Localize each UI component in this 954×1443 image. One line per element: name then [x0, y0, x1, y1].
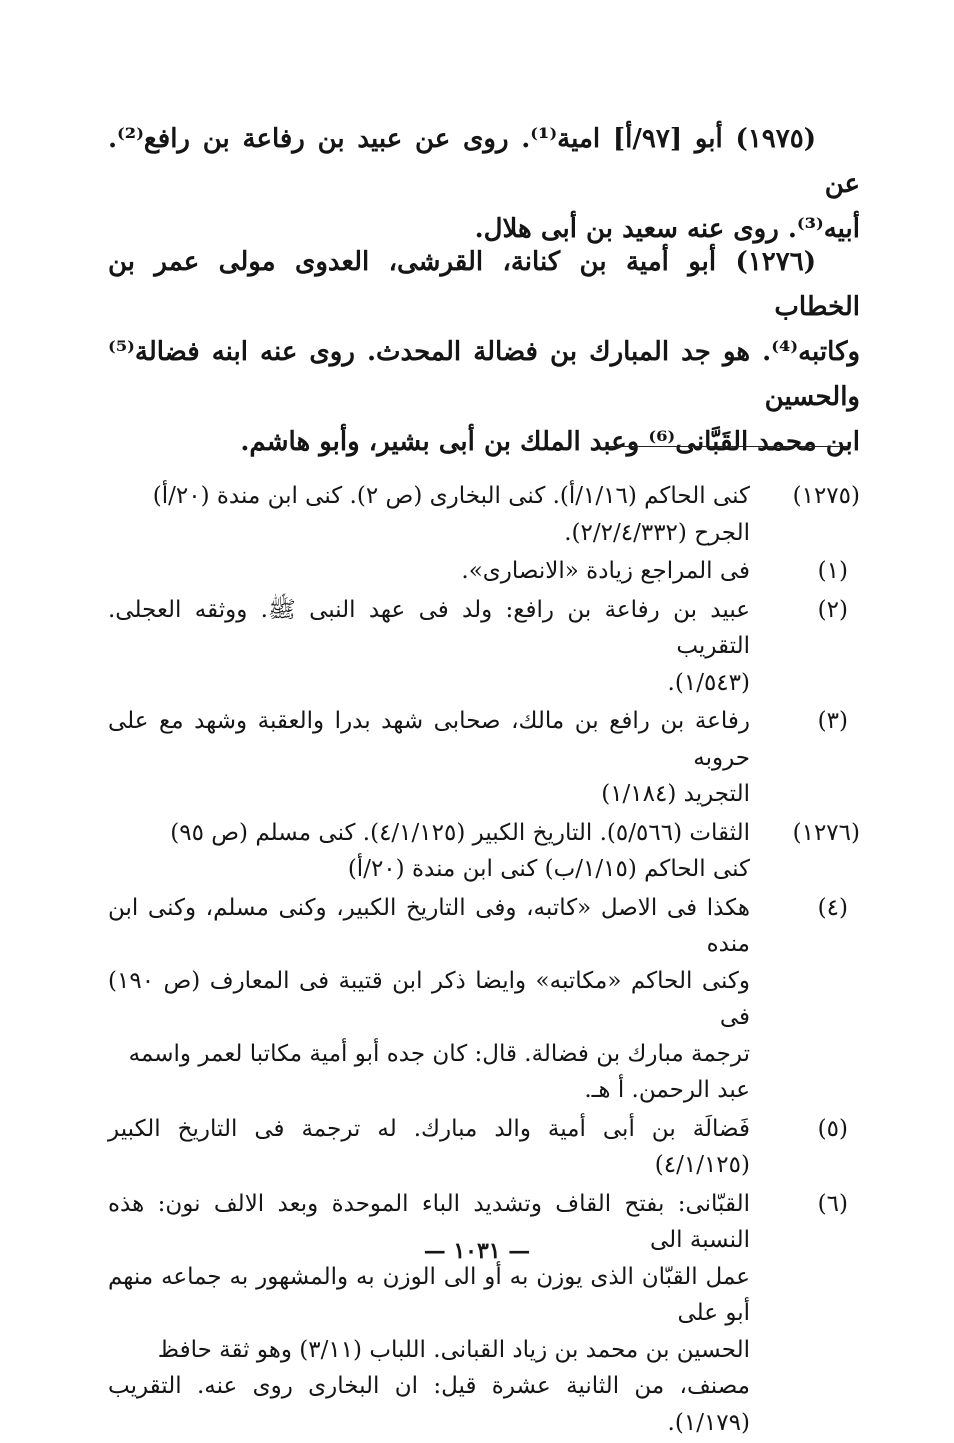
- footnote-text: [108, 553, 750, 590]
- footnote-line: الجرح (٢/٢/٤/٣٣٢).: [564, 519, 750, 546]
- footnote-number: (٦): [817, 1190, 848, 1217]
- footnote-1276: [108, 815, 860, 888]
- footnote-line: فى المراجع زيادة «الانصارى».: [461, 558, 750, 584]
- biography-entry-1275: [108, 117, 860, 252]
- footnote-6: [108, 1186, 860, 1442]
- footnote-line: كنى الحاكم (١/١٦/أ). كنى البخارى (ص ٢). كنى ابن مندة (٢٠/أ): [152, 483, 750, 509]
- footnote-number: (٥): [817, 1115, 848, 1142]
- footnote-number: (١): [817, 558, 848, 584]
- entry-line: (١٩٧٥) أبو [٩٧/أ] امية⁽¹⁾. روى عن عبيد بن رفاعة بن رافع⁽²⁾. عن: [108, 124, 860, 199]
- footnote-line: وكنى الحاكم «مكاتبه» وايضا ذكر ابن قتيبة فى المعارف (ص ١٩٠) فى: [108, 967, 750, 1030]
- biography-entry-1276: [108, 240, 860, 465]
- footnote-line: عمل القبّان الذى يوزن به أو الى الوزن به والمشهور به جماعه منهم أبو على: [108, 1263, 750, 1326]
- footnote-number: (١٢٧٥): [792, 483, 860, 509]
- entry-line: أبيه⁽³⁾. روى عنه سعيد بن أبى هلال.: [474, 214, 860, 244]
- footnote-number: (٣): [817, 708, 848, 734]
- footnote-text: [108, 703, 750, 813]
- footnote-1275: [108, 478, 860, 551]
- footnote-text: [108, 1186, 750, 1442]
- footnote-3: [108, 703, 860, 813]
- footnote-text: [108, 890, 750, 1109]
- footnote-separator: [606, 446, 848, 447]
- footnote-number: (١٢٧٦): [792, 819, 860, 846]
- footnote-text: [108, 478, 750, 551]
- footnote-line: مصنف، من الثانية عشرة قيل: ان البخارى روى عنه. التقريب (١/١٧٩).: [108, 1373, 750, 1436]
- footnote-line: (١/٥٤٣).: [667, 669, 750, 696]
- footnote-4: [108, 890, 860, 1109]
- footnote-line: رفاعة بن رافع بن مالك، صحابى شهد بدرا والعقبة وشهد مع على حروبه: [108, 708, 750, 771]
- footnote-line: كنى الحاكم (١/١٥/ب) كنى ابن مندة (٢٠/أ): [347, 856, 750, 882]
- footnote-5: [108, 1111, 860, 1184]
- footnote-2: [108, 592, 860, 702]
- footnote-line: عبد الرحمن. أ هـ.: [584, 1077, 750, 1103]
- page-number: — ١٠٣١ —: [423, 1238, 531, 1264]
- footnote-number: (٢): [817, 596, 848, 623]
- footnote-1: [108, 553, 860, 590]
- footnote-text: [108, 1111, 750, 1184]
- footnote-line: القبّانى: بفتح القاف وتشديد الباء الموحدة وبعد الالف نون: هذه النسبة الى: [108, 1190, 750, 1253]
- entry-paragraph: [108, 240, 860, 465]
- footnote-number: (٤): [817, 894, 848, 921]
- footnote-line: ترجمة مبارك بن فضالة. قال: كان جده أبو أمية مكاتبا لعمر واسمه: [128, 1040, 750, 1067]
- footnote-line: عبيد بن رفاعة بن رافع: ولد فى عهد النبى ﷺ. ووثقه العجلى. التقريب: [108, 596, 750, 659]
- footnotes-section: [108, 478, 860, 1443]
- entry-line: وكاتبه⁽⁴⁾. هو جد المبارك بن فضالة المحدث. روى عنه ابنه فضالة⁽⁵⁾ والحسين: [108, 337, 860, 412]
- footnote-text: [108, 815, 750, 888]
- footnote-line: فَضالَة بن أبى أمية والد مبارك. له ترجمة فى التاريخ الكبير (٤/١/١٢٥): [108, 1115, 750, 1178]
- footnote-line: التجريد (١/١٨٤): [601, 781, 750, 807]
- footnote-line: الثقات (٥/٥٦٦). التاريخ الكبير (٤/١/١٢٥). كنى مسلم (ص ٩٥): [170, 819, 750, 846]
- entry-line: ابن محمد القَبَّانى⁽⁶⁾ وعبد الملك بن أبى بشير، وأبو هاشم.: [240, 427, 860, 457]
- footnote-text: [108, 592, 750, 702]
- footnote-line: الحسين بن محمد بن زياد القبانى. اللباب (٣/١١) وهو ثقة حافظ: [157, 1336, 750, 1363]
- entry-line: (١٢٧٦) أبو أمية بن كنانة، القرشى، العدوى مولى عمر بن الخطاب: [108, 247, 860, 322]
- footnote-line: هكذا فى الاصل «كاتبه، وفى التاريخ الكبير، وكنى مسلم، وكنى ابن منده: [108, 894, 750, 957]
- entry-paragraph: [108, 117, 860, 252]
